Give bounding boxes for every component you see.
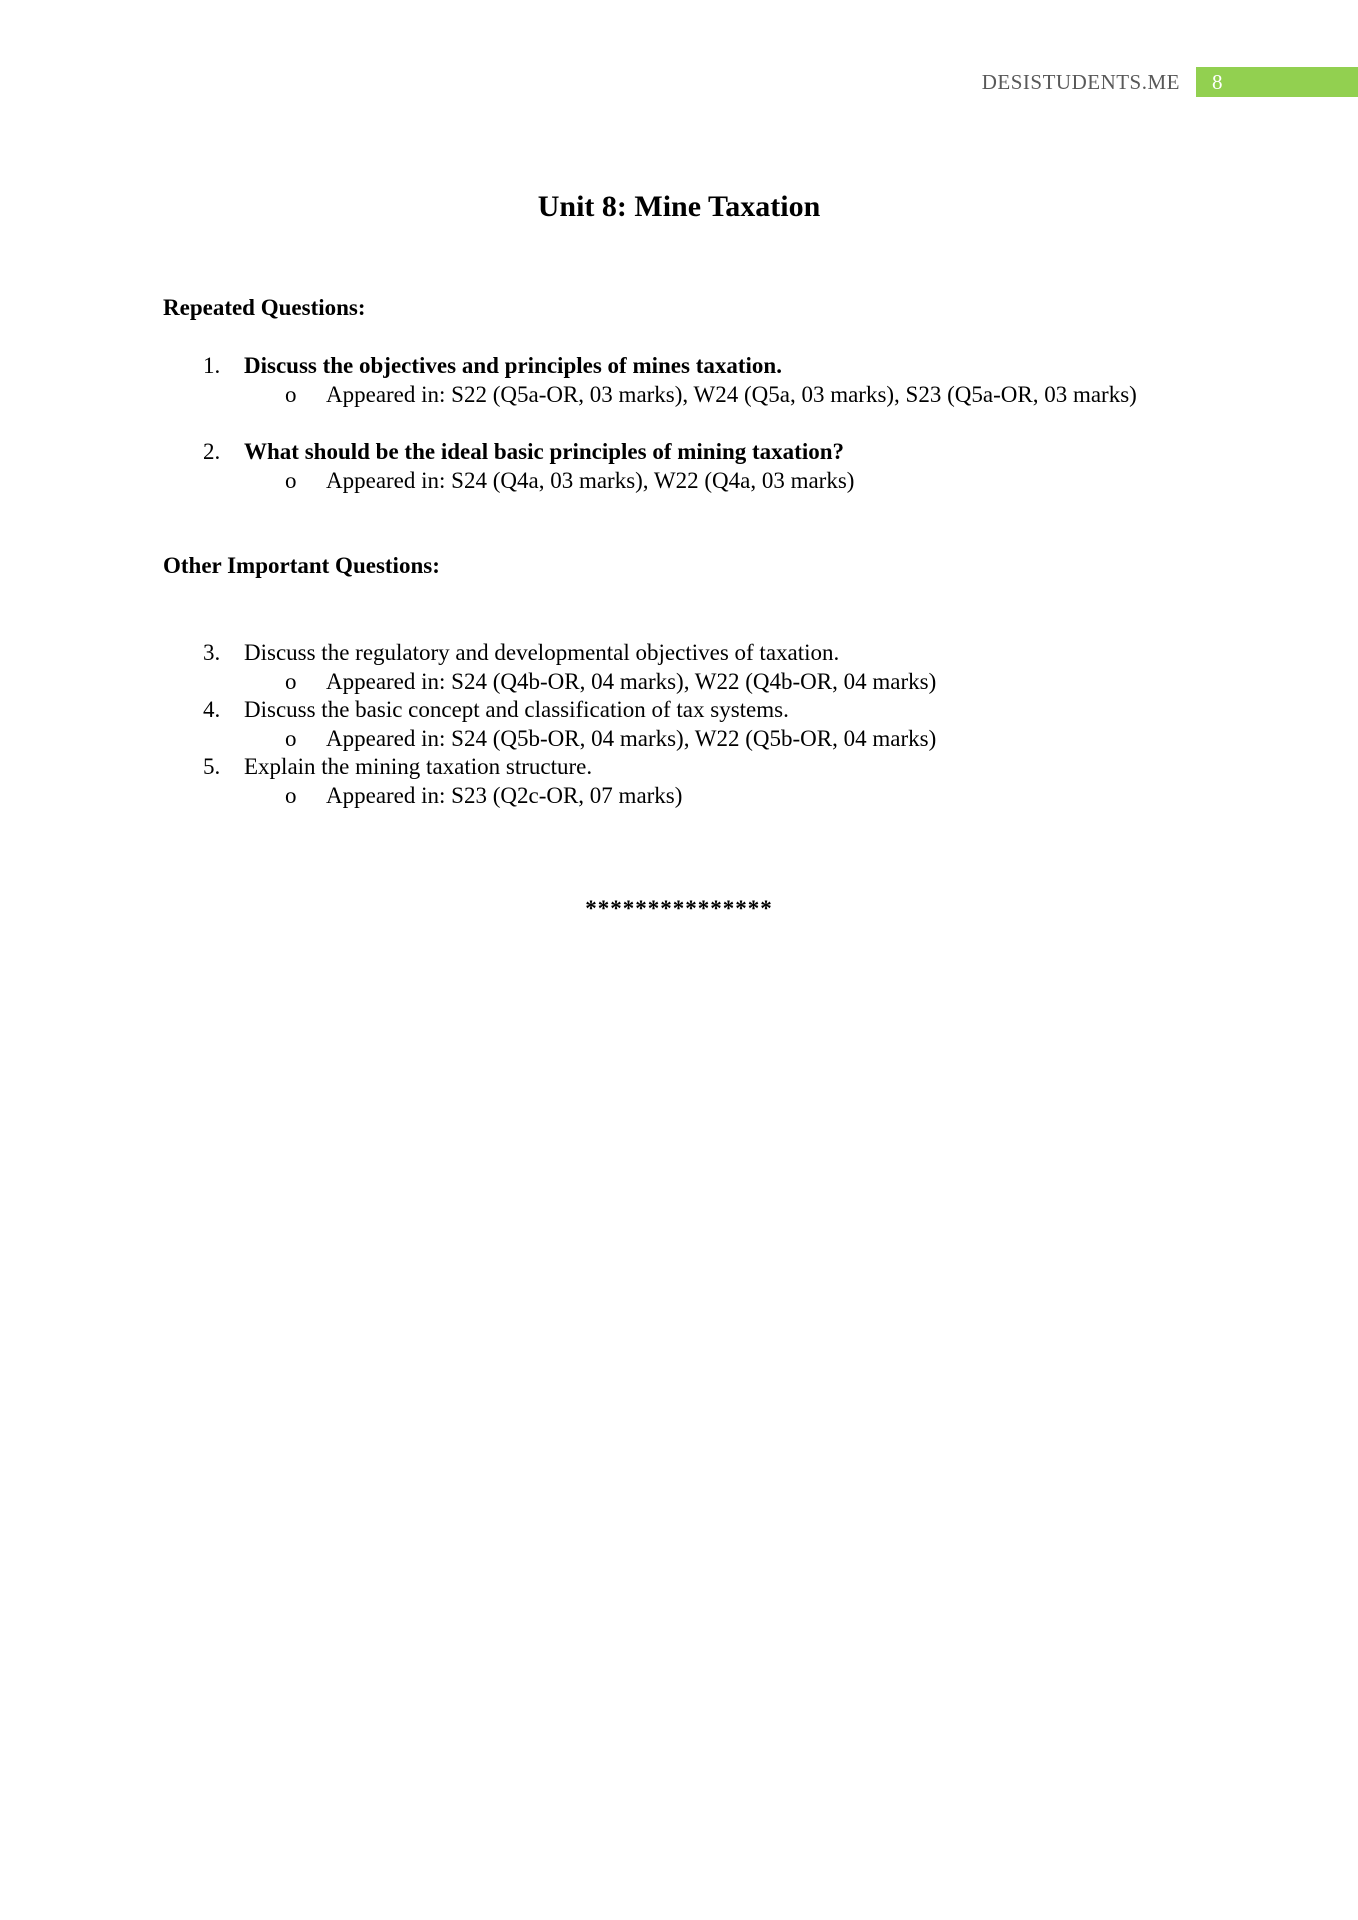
page-title: Unit 8: Mine Taxation: [537, 190, 821, 223]
bullet-icon: o: [285, 783, 297, 808]
appearance-text: Appeared in: S24 (Q4a, 03 marks), W22 (Q4a, 03 marks): [326, 468, 855, 493]
bullet-icon: o: [285, 669, 297, 694]
question-text: Discuss the regulatory and developmental objectives of taxation.: [244, 640, 840, 665]
bullet-icon: o: [285, 382, 297, 407]
repeated-questions-heading: Repeated Questions:: [163, 295, 366, 320]
appearance-text: Appeared in: S23 (Q2c-OR, 07 marks): [326, 783, 683, 808]
other-questions-heading: Other Important Questions:: [163, 553, 440, 578]
appearance-text: Appeared in: S22 (Q5a-OR, 03 marks), W24 (Q5a, 03 marks), S23 (Q5a-OR, 03 marks): [326, 382, 1137, 407]
page-number-box: [1196, 67, 1358, 97]
question-number: 5.: [203, 754, 221, 779]
question-text: Explain the mining taxation structure.: [244, 754, 593, 779]
question-number: 1.: [203, 353, 221, 378]
question-text: Discuss the objectives and principles of mines taxation.: [244, 353, 782, 378]
page-number: 8: [1212, 69, 1223, 94]
appearance-text: Appeared in: S24 (Q5b-OR, 04 marks), W22 (Q5b-OR, 04 marks): [326, 726, 937, 751]
appearance-text: Appeared in: S24 (Q4b-OR, 04 marks), W22 (Q4b-OR, 04 marks): [326, 669, 937, 694]
page-header: [982, 67, 1358, 97]
question-number: 2.: [203, 439, 221, 464]
question-text: What should be the ideal basic principles of mining taxation?: [244, 439, 844, 464]
question-number: 3.: [203, 640, 221, 665]
bullet-icon: o: [285, 726, 297, 751]
question-number: 4.: [203, 697, 221, 722]
bullet-icon: o: [285, 468, 297, 493]
question-text: Discuss the basic concept and classification of tax systems.: [244, 697, 789, 722]
site-name: DESISTUDENTS.ME: [981, 69, 1180, 94]
footer-divider-stars: ***************: [585, 896, 773, 921]
